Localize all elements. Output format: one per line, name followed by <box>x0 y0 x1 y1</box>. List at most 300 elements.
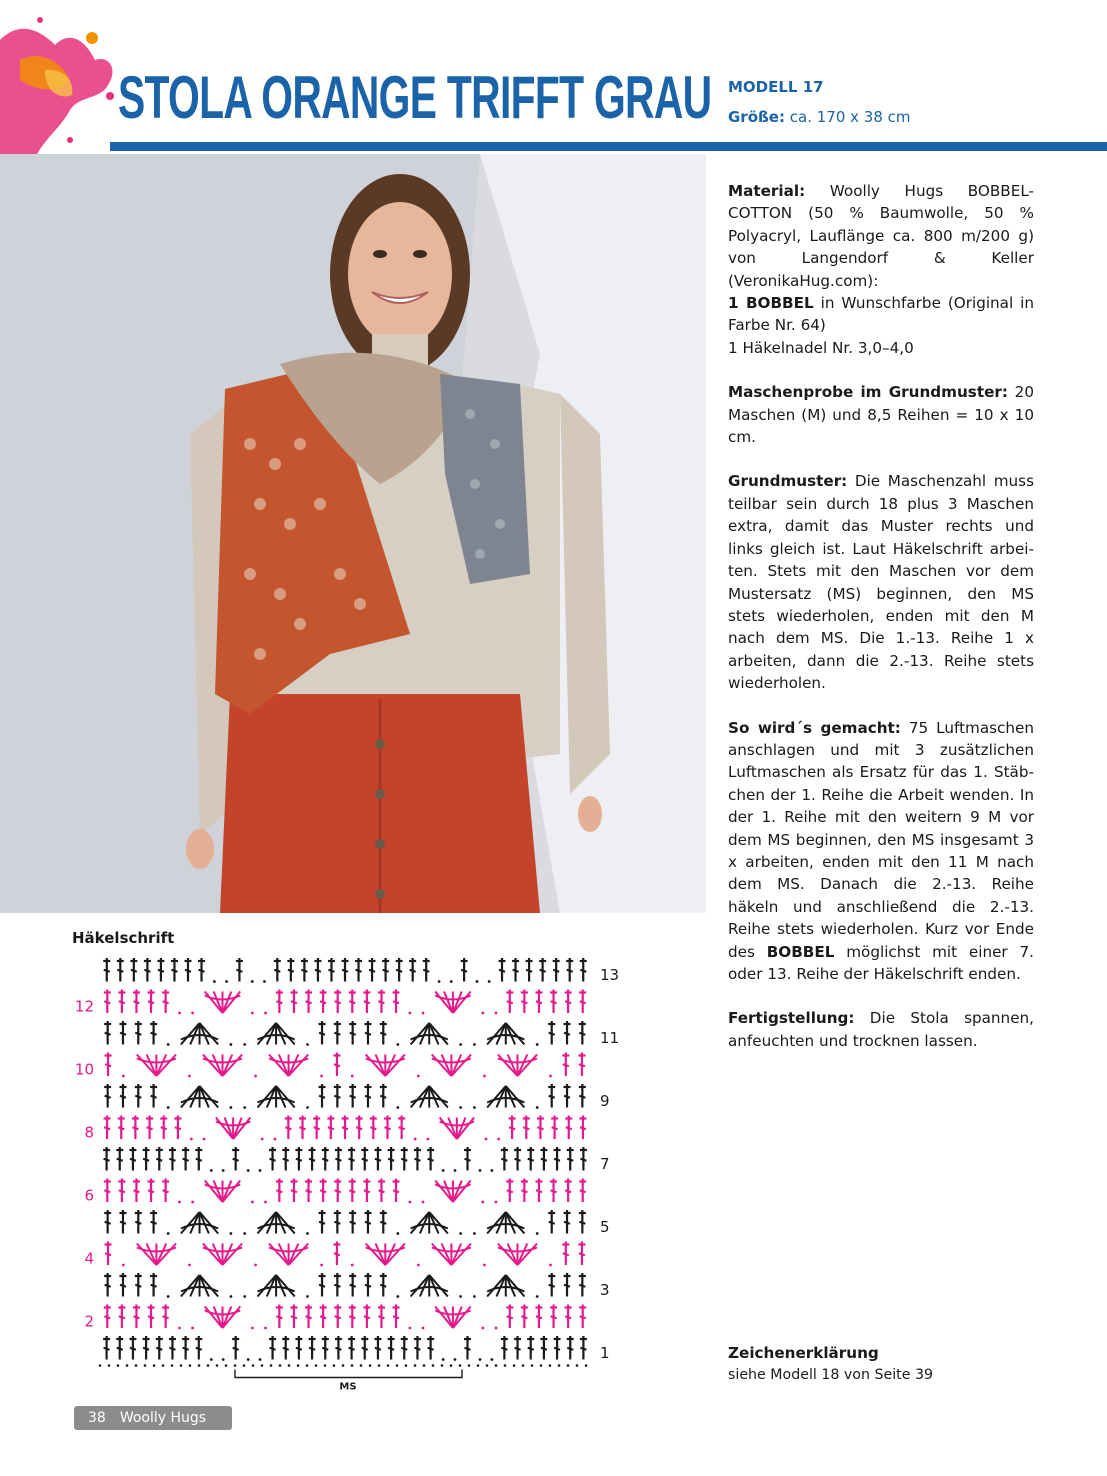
treble-stitch-symbol <box>169 1336 176 1360</box>
treble-stitch-symbol <box>334 1021 341 1045</box>
treble-stitch-symbol <box>319 1021 326 1045</box>
foundation-chain-dot <box>279 1364 282 1367</box>
treble-stitch-symbol <box>105 1242 112 1266</box>
treble-stitch-symbol <box>295 1147 302 1171</box>
treble-stitch-symbol <box>104 1305 111 1329</box>
treble-stitch-symbol <box>104 1116 111 1140</box>
chart-row <box>104 1273 609 1299</box>
treble-stitch-symbol <box>361 1336 368 1360</box>
treble-stitch-symbol <box>509 1116 516 1140</box>
treble-stitch-symbol <box>276 1179 283 1203</box>
chain-dot-symbol <box>536 1106 539 1109</box>
treble-stitch-symbol <box>464 1147 471 1171</box>
treble-stitch-symbol <box>118 1305 125 1329</box>
fan-stitch-symbol <box>498 1055 537 1077</box>
chain-dot-symbol <box>481 1201 484 1204</box>
row-number-label: 9 <box>600 1091 610 1110</box>
chain-dot-symbol <box>273 1138 276 1141</box>
treble-stitch-symbol <box>319 1273 326 1297</box>
treble-stitch-symbol <box>143 1147 150 1171</box>
model-photo <box>0 154 706 913</box>
treble-stitch-symbol <box>274 958 281 982</box>
treble-stitch-symbol <box>409 958 416 982</box>
treble-stitch-symbol <box>290 1305 297 1329</box>
treble-stitch-symbol <box>148 1179 155 1203</box>
chain-dot-symbol <box>178 1327 181 1330</box>
treble-stitch-symbol <box>378 990 385 1014</box>
treble-stitch-symbol <box>287 958 294 982</box>
treble-stitch-symbol <box>305 990 312 1014</box>
foundation-chain-dot <box>585 1364 588 1367</box>
treble-stitch-symbol <box>579 990 586 1014</box>
treble-stitch-symbol <box>579 1021 586 1045</box>
chain-dot-symbol <box>306 1232 309 1235</box>
foundation-chain-dot <box>189 1364 192 1367</box>
chain-dot-symbol <box>408 1327 411 1330</box>
treble-stitch-symbol <box>364 1273 371 1297</box>
treble-stitch-symbol <box>579 1210 586 1234</box>
treble-stitch-symbol <box>539 958 546 982</box>
chain-dot-symbol <box>225 980 228 983</box>
header-rule <box>110 142 1107 151</box>
treble-stitch-symbol <box>334 1273 341 1297</box>
treble-stitch-symbol <box>537 1116 544 1140</box>
foundation-chain-dot <box>99 1364 102 1367</box>
cluster-stitch-symbol <box>257 1086 294 1108</box>
treble-stitch-symbol <box>380 1210 387 1234</box>
foundation-chain-dot <box>153 1364 156 1367</box>
foundation-chain-dot <box>324 1364 327 1367</box>
treble-stitch-symbol <box>548 1210 555 1234</box>
chain-dot-symbol <box>230 1106 233 1109</box>
chain-dot-symbol <box>243 1295 246 1298</box>
chain-dot-symbol <box>191 1201 194 1204</box>
chain-dot-symbol <box>259 1169 262 1172</box>
treble-stitch-symbol <box>285 1116 292 1140</box>
treble-stitch-symbol <box>523 1116 530 1140</box>
chain-dot-symbol <box>495 1201 498 1204</box>
treble-stitch-symbol <box>333 1053 340 1077</box>
chain-dot-symbol <box>222 1169 225 1172</box>
chain-dot-symbol <box>396 1295 399 1298</box>
treble-stitch-symbol <box>388 1147 395 1171</box>
treble-stitch-symbol <box>119 1210 126 1234</box>
treble-stitch-symbol <box>198 958 205 982</box>
material-text: Woolly Hugs BOBBEL-COTTON (50 % Baumwolle, 50 % Polyacryl, Lauflänge ca. 800 m/200 g) von Langendorf & Keller (VeronikaHug.com): <box>728 182 1034 290</box>
chain-dot-symbol <box>251 1012 254 1015</box>
chain-dot-symbol <box>191 1327 194 1330</box>
fan-stitch-symbol <box>137 1244 176 1266</box>
row-number-label: 12 <box>74 997 94 1016</box>
treble-stitch-symbol <box>104 1084 111 1108</box>
treble-stitch-symbol <box>565 1179 572 1203</box>
gauge-text: 20 Maschen (M) und 8,5 Reihen = 10 x 10 cm. <box>728 383 1035 447</box>
row-number-label: 4 <box>84 1249 94 1268</box>
treble-stitch-symbol <box>333 1242 340 1266</box>
treble-stitch-symbol <box>290 990 297 1014</box>
cluster-stitch-symbol <box>487 1023 524 1045</box>
treble-stitch-symbol <box>550 1179 557 1203</box>
foundation-chain-dot <box>351 1364 354 1367</box>
foundation-chain-dot <box>315 1364 318 1367</box>
treble-stitch-symbol <box>334 1210 341 1234</box>
foundation-chain-dot <box>162 1364 165 1367</box>
treble-stitch-symbol <box>356 1116 363 1140</box>
chain-dot-symbol <box>122 1075 125 1078</box>
treble-stitch-symbol <box>550 990 557 1014</box>
treble-stitch-symbol <box>567 1336 574 1360</box>
treble-stitch-symbol <box>104 1021 111 1045</box>
treble-stitch-symbol <box>414 1336 421 1360</box>
treble-stitch-symbol <box>156 1147 163 1171</box>
instructions-text-1: 75 Luftmaschen anschlagen und mit 3 zusätzlichen Luftmaschen als Ersatz für das 1. Stäbchen der 1. Reihe die Arbeit wenden. In der 1. Reihe mit den weitern 9 M vor dem MS beginnen, den MS insgesamt 3 x arbeiten, enden mit den 11 M nach dem MS. Danach die 2.-13. Reihe häkeln und anschließend die 2.-13. Reihe stets wiederholen. Kurz vor Ende des <box>728 718 1034 961</box>
treble-stitch-symbol <box>116 1147 123 1171</box>
treble-stitch-symbol <box>334 1305 341 1329</box>
treble-stitch-symbol <box>578 1242 585 1266</box>
foundation-chain-dot <box>495 1364 498 1367</box>
chart-row <box>104 1210 609 1236</box>
treble-stitch-symbol <box>135 1273 142 1297</box>
treble-stitch-symbol <box>320 1179 327 1203</box>
treble-stitch-symbol <box>232 1147 239 1171</box>
treble-stitch-symbol <box>579 1273 586 1297</box>
treble-stitch-symbol <box>580 1336 587 1360</box>
treble-stitch-symbol <box>327 1116 334 1140</box>
treble-stitch-symbol <box>348 1147 355 1171</box>
chain-dot-symbol <box>426 1138 429 1141</box>
chain-dot-symbol <box>306 1106 309 1109</box>
chain-dot-symbol <box>264 1012 267 1015</box>
treble-stitch-symbol <box>334 1179 341 1203</box>
foundation-chain-dot <box>567 1364 570 1367</box>
treble-stitch-symbol <box>232 1336 239 1360</box>
finishing-section <box>728 1007 1034 1052</box>
fan-stitch-symbol <box>203 1055 242 1077</box>
treble-stitch-symbol <box>384 1116 391 1140</box>
chain-dot-symbol <box>351 1264 354 1267</box>
treble-stitch-symbol <box>535 1179 542 1203</box>
treble-stitch-symbol <box>103 1336 110 1360</box>
treble-stitch-symbol <box>401 1147 408 1171</box>
repeat-label: MS <box>339 1381 357 1393</box>
cluster-stitch-symbol <box>181 1212 218 1234</box>
chain-dot-symbol <box>243 1106 246 1109</box>
chain-dot-symbol <box>222 1358 225 1361</box>
treble-stitch-symbol <box>334 990 341 1014</box>
finishing-heading: Fertigstellung: <box>728 1009 855 1028</box>
page-number: 38 <box>88 1410 106 1426</box>
cluster-stitch-symbol <box>257 1212 294 1234</box>
treble-stitch-symbol <box>305 1305 312 1329</box>
row-number-label: 1 <box>600 1343 610 1362</box>
chain-dot-symbol <box>247 1169 250 1172</box>
chart-row <box>75 990 586 1016</box>
chain-dot-symbol <box>167 1106 170 1109</box>
treble-stitch-symbol <box>301 958 308 982</box>
chain-dot-symbol <box>473 1106 476 1109</box>
treble-stitch-symbol <box>540 1147 547 1171</box>
treble-stitch-symbol <box>361 1147 368 1171</box>
treble-stitch-symbol <box>580 958 587 982</box>
treble-stitch-symbol <box>567 1147 574 1171</box>
chain-dot-symbol <box>422 1201 425 1204</box>
treble-stitch-symbol <box>182 1336 189 1360</box>
treble-stitch-symbol <box>349 1179 356 1203</box>
foundation-chain-dot <box>540 1364 543 1367</box>
instructions-heading: So wird´s gemacht: <box>728 718 901 737</box>
foundation-chain-dot <box>216 1364 219 1367</box>
chain-dot-symbol <box>251 980 254 983</box>
chain-dot-symbol <box>495 1327 498 1330</box>
instructions-text-2: möglichst mit einer 7. oder 13. Reihe der Häkelschrift enden. <box>728 942 1034 983</box>
row-number-label: 5 <box>600 1217 610 1236</box>
treble-stitch-symbol <box>119 1084 126 1108</box>
treble-stitch-symbol <box>564 1210 571 1234</box>
treble-stitch-symbol <box>129 1336 136 1360</box>
treble-stitch-symbol <box>335 1336 342 1360</box>
treble-stitch-symbol <box>295 1336 302 1360</box>
treble-stitch-symbol <box>378 1179 385 1203</box>
treble-stitch-symbol <box>143 1336 150 1360</box>
treble-stitch-symbol <box>348 1336 355 1360</box>
cluster-stitch-symbol <box>411 1086 448 1108</box>
treble-stitch-symbol <box>464 1336 471 1360</box>
chain-dot-symbol <box>549 1264 552 1267</box>
treble-stitch-symbol <box>393 1305 400 1329</box>
treble-stitch-symbol <box>313 1116 320 1140</box>
treble-stitch-symbol <box>580 1147 587 1171</box>
treble-stitch-symbol <box>282 1336 289 1360</box>
treble-stitch-symbol <box>535 990 542 1014</box>
treble-stitch-symbol <box>499 958 506 982</box>
cluster-stitch-symbol <box>411 1023 448 1045</box>
crochet-chart <box>60 950 640 1400</box>
treble-stitch-symbol <box>334 1084 341 1108</box>
treble-stitch-symbol <box>363 990 370 1014</box>
chain-dot-symbol <box>459 1295 462 1298</box>
treble-stitch-symbol <box>314 958 321 982</box>
treble-stitch-symbol <box>319 1210 326 1234</box>
size-value: ca. 170 x 38 cm <box>784 108 911 126</box>
treble-stitch-symbol <box>369 958 376 982</box>
treble-stitch-symbol <box>135 1210 142 1234</box>
chain-dot-symbol <box>213 980 216 983</box>
foundation-chain-dot <box>252 1364 255 1367</box>
treble-stitch-symbol <box>118 1116 125 1140</box>
treble-stitch-symbol <box>378 1305 385 1329</box>
chain-dot-symbol <box>549 1075 552 1078</box>
gauge-section <box>728 381 1034 448</box>
chain-dot-symbol <box>306 1295 309 1298</box>
chart-row <box>104 1084 609 1110</box>
chain-dot-symbol <box>488 980 491 983</box>
treble-stitch-symbol <box>514 1336 521 1360</box>
chain-dot-symbol <box>479 1358 482 1361</box>
footer-brand: Woolly Hugs <box>119 1410 207 1426</box>
treble-stitch-symbol <box>363 1305 370 1329</box>
treble-stitch-symbol <box>562 1053 569 1077</box>
treble-stitch-symbol <box>119 1273 126 1297</box>
chain-dot-symbol <box>473 1043 476 1046</box>
treble-stitch-symbol <box>174 1116 181 1140</box>
treble-stitch-symbol <box>374 1147 381 1171</box>
treble-stitch-symbol <box>562 1242 569 1266</box>
legend-heading: Zeichenerklärung <box>728 1344 879 1362</box>
row-number-label: 11 <box>600 1028 620 1047</box>
treble-stitch-symbol <box>299 1116 306 1140</box>
fan-stitch-symbol <box>205 1181 240 1203</box>
treble-stitch-symbol <box>526 958 533 982</box>
treble-stitch-symbol <box>349 990 356 1014</box>
chain-dot-symbol <box>210 1169 213 1172</box>
treble-stitch-symbol <box>135 1021 142 1045</box>
treble-stitch-symbol <box>521 990 528 1014</box>
chain-dot-symbol <box>490 1358 493 1361</box>
treble-stitch-symbol <box>335 1147 342 1171</box>
chain-dot-symbol <box>483 1264 486 1267</box>
chain-dot-symbol <box>479 1169 482 1172</box>
chain-dot-symbol <box>414 1138 417 1141</box>
treble-stitch-symbol <box>506 1305 513 1329</box>
chain-dot-symbol <box>230 1232 233 1235</box>
chain-dot-symbol <box>459 1043 462 1046</box>
treble-stitch-symbol <box>160 1116 167 1140</box>
chain-dot-symbol <box>536 1043 539 1046</box>
fan-stitch-symbol <box>440 1118 474 1140</box>
treble-stitch-symbol <box>144 958 151 982</box>
foundation-chain-dot <box>576 1364 579 1367</box>
treble-stitch-symbol <box>564 1021 571 1045</box>
chain-dot-symbol <box>230 1295 233 1298</box>
treble-stitch-symbol <box>427 1147 434 1171</box>
treble-stitch-symbol <box>521 1179 528 1203</box>
treble-stitch-symbol <box>579 1084 586 1108</box>
treble-stitch-symbol <box>269 1147 276 1171</box>
fan-stitch-symbol <box>432 1244 471 1266</box>
material-color: in Wunschfarbe (Original in Farbe Nr. 64) <box>728 294 1035 335</box>
foundation-chain-dot <box>288 1364 291 1367</box>
chain-dot-symbol <box>495 1012 498 1015</box>
foundation-chain-dot <box>378 1364 381 1367</box>
treble-stitch-symbol <box>171 958 178 982</box>
treble-stitch-symbol <box>309 1336 316 1360</box>
treble-stitch-symbol <box>349 1084 356 1108</box>
foundation-chain-dot <box>270 1364 273 1367</box>
treble-stitch-symbol <box>553 958 560 982</box>
treble-stitch-symbol <box>427 1336 434 1360</box>
chain-dot-symbol <box>408 1012 411 1015</box>
chain-dot-symbol <box>264 1201 267 1204</box>
chain-dot-symbol <box>320 1075 323 1078</box>
treble-stitch-symbol <box>150 1210 157 1234</box>
cluster-stitch-symbol <box>487 1212 524 1234</box>
treble-stitch-symbol <box>322 1336 329 1360</box>
basic-pattern-text: Die Maschenzahl muss teilbar sein durch 18 plus 3 Maschen extra, damit das Muster rechts und links gleich ist. Laut Häkelschrift arbeiten. Stets mit den Maschen vor dem Mustersatz (MS) beginnen, den MS stets wiederholen, enden mit den M nach dem MS. Die 1.-13. Reihe 1 x arbeiten, dann die 2.-13. Reihe stets wiederholen. <box>728 472 1034 693</box>
foundation-chain-dot <box>486 1364 489 1367</box>
treble-stitch-symbol <box>349 1273 356 1297</box>
chain-dot-symbol <box>408 1201 411 1204</box>
foundation-chain-dot <box>126 1364 129 1367</box>
treble-stitch-symbol <box>423 958 430 982</box>
treble-stitch-symbol <box>501 1336 508 1360</box>
row-number-label: 7 <box>600 1154 610 1173</box>
treble-stitch-symbol <box>105 1053 112 1077</box>
chain-dot-symbol <box>320 1264 323 1267</box>
row-number-label: 8 <box>84 1123 94 1142</box>
chain-dot-symbol <box>473 1295 476 1298</box>
chain-dot-symbol <box>417 1264 420 1267</box>
foundation-chain-dot <box>261 1364 264 1367</box>
chain-dot-symbol <box>178 1201 181 1204</box>
foundation-chain-dot <box>549 1364 552 1367</box>
treble-stitch-symbol <box>104 990 111 1014</box>
chain-dot-symbol <box>476 980 479 983</box>
treble-stitch-symbol <box>548 1273 555 1297</box>
treble-stitch-symbol <box>527 1147 534 1171</box>
foundation-chain-dot <box>387 1364 390 1367</box>
chain-dot-symbol <box>306 1043 309 1046</box>
fan-stitch-symbol <box>269 1244 308 1266</box>
page-title: STOLA ORANGE TRIFFT GRAU <box>118 64 712 131</box>
fan-stitch-symbol <box>498 1244 537 1266</box>
chain-dot-symbol <box>210 1358 213 1361</box>
chain-dot-symbol <box>396 1043 399 1046</box>
treble-stitch-symbol <box>506 1179 513 1203</box>
foundation-chain-dot <box>207 1364 210 1367</box>
chain-dot-symbol <box>396 1106 399 1109</box>
fan-stitch-symbol <box>203 1244 242 1266</box>
chain-dot-symbol <box>167 1043 170 1046</box>
chain-dot-symbol <box>188 1264 191 1267</box>
foundation-chain-dot <box>297 1364 300 1367</box>
foundation-chain-dot <box>234 1364 237 1367</box>
size-info <box>728 108 911 126</box>
fan-stitch-symbol <box>435 1181 470 1203</box>
cluster-stitch-symbol <box>257 1023 294 1045</box>
legend-text: siehe Modell 18 von Seite 39 <box>728 1367 934 1383</box>
foundation-chain-dot <box>144 1364 147 1367</box>
treble-stitch-symbol <box>104 1273 111 1297</box>
treble-stitch-symbol <box>388 1336 395 1360</box>
treble-stitch-symbol <box>162 1179 169 1203</box>
treble-stitch-symbol <box>393 1179 400 1203</box>
foundation-chain-dot <box>432 1364 435 1367</box>
basic-pattern-section <box>728 470 1034 694</box>
chain-dot-symbol <box>254 1264 257 1267</box>
foundation-chain-dot <box>450 1364 453 1367</box>
treble-stitch-symbol <box>349 1305 356 1329</box>
treble-stitch-symbol <box>133 990 140 1014</box>
row-number-label: 3 <box>600 1280 610 1299</box>
treble-stitch-symbol <box>236 958 243 982</box>
chart-row <box>103 1336 609 1362</box>
treble-stitch-symbol <box>276 990 283 1014</box>
treble-stitch-symbol <box>554 1147 561 1171</box>
chain-dot-symbol <box>167 1295 170 1298</box>
chain-dot-symbol <box>459 1232 462 1235</box>
foundation-chain-dot <box>360 1364 363 1367</box>
cluster-stitch-symbol <box>181 1086 218 1108</box>
treble-stitch-symbol <box>380 1273 387 1297</box>
chain-dot-symbol <box>417 1075 420 1078</box>
fan-stitch-symbol <box>435 992 470 1014</box>
cluster-stitch-symbol <box>411 1275 448 1297</box>
treble-stitch-symbol <box>162 1305 169 1329</box>
chain-dot-symbol <box>536 1232 539 1235</box>
repeat-bracket <box>235 1370 462 1378</box>
fan-stitch-symbol <box>205 992 240 1014</box>
treble-stitch-symbol <box>117 958 124 982</box>
